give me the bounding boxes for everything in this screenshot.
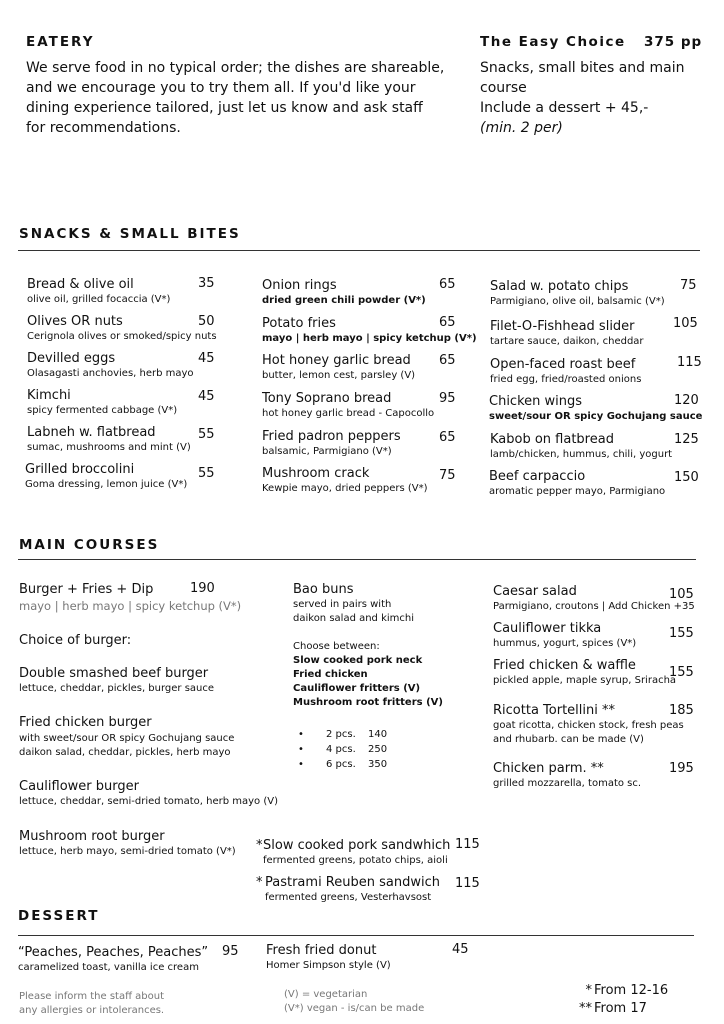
item-name: Ricotta Tortellini **: [493, 703, 615, 718]
item-price: 55: [198, 427, 215, 442]
item-name: Pastrami Reuben sandwich: [265, 875, 440, 890]
item-desc: Parmigiano, croutons | Add Chicken +35: [493, 601, 695, 612]
item-desc: daikon salad, cheddar, pickles, herb mayo: [19, 747, 231, 758]
item-desc: olive oil, grilled focaccia (V*): [27, 294, 171, 305]
item-price: 195: [669, 761, 694, 776]
item-price: 115: [455, 837, 480, 852]
bullet: •: [298, 744, 304, 755]
legend-line: (V) = vegetarian: [284, 989, 368, 1000]
menu-item: [493, 620, 636, 651]
item-name: Olives OR nuts: [27, 314, 123, 329]
item-price: 105: [673, 316, 698, 331]
diet-legend: [284, 988, 424, 1016]
item-price: 55: [198, 466, 215, 481]
easy-choice-line2: Include a dessert + 45,-: [480, 100, 649, 116]
bao-option: Cauliflower fritters (V): [293, 683, 421, 694]
item-price: 65: [439, 353, 456, 368]
item-name: Labneh w. flatbread: [27, 425, 156, 440]
bao-choose-label: Choose between:: [293, 641, 380, 652]
item-name: Tony Soprano bread: [262, 391, 392, 406]
menu-item: [25, 461, 187, 492]
menu-item: [27, 276, 170, 307]
item-name: Grilled broccolini: [25, 462, 135, 477]
item-price: 125: [674, 432, 699, 447]
item-price: 65: [439, 277, 456, 292]
item-desc: caramelized toast, vanilla ice cream: [18, 962, 199, 973]
allergy-note: [19, 990, 164, 1018]
item-name: Potato fries: [262, 316, 336, 331]
menu-item: [489, 468, 665, 499]
item-desc: spicy fermented cabbage (V*): [27, 405, 178, 416]
item-desc: lettuce, cheddar, pickles, burger sauce: [19, 683, 215, 694]
size-price: 140: [368, 729, 388, 740]
menu-item: [490, 278, 665, 309]
menu-item: [490, 318, 644, 349]
item-desc: lamb/chicken, hummus, chili, yogurt: [490, 449, 673, 460]
item-desc: served in pairs with: [293, 599, 392, 610]
item-name: Fried chicken burger: [19, 715, 152, 730]
item-desc: tartare sauce, daikon, cheddar: [490, 336, 644, 347]
item-name: Beef carpaccio: [489, 469, 586, 484]
item-price: 155: [669, 626, 694, 641]
bao-size-row: [298, 728, 387, 742]
item-name: Cauliflower tikka: [493, 621, 602, 636]
age-mark: *: [256, 838, 263, 853]
item-desc: grilled mozzarella, tomato sc.: [493, 778, 642, 789]
eatery-title: EATERY: [26, 34, 95, 50]
item-name: Filet-O-Fishhead slider: [490, 319, 635, 334]
choice-label: Choice of burger:: [19, 633, 132, 648]
item-price: 45: [198, 389, 215, 404]
easy-choice-price: 375 pp: [644, 34, 703, 50]
easy-choice-line3: (min. 2 per): [480, 120, 563, 136]
age-mark: *: [256, 875, 263, 890]
item-price: 95: [222, 944, 239, 959]
mains-divider: [18, 559, 696, 560]
item-price: 115: [455, 876, 480, 891]
menu-item: [493, 702, 684, 747]
dessert-divider: [18, 935, 694, 936]
snacks-divider: [18, 250, 700, 251]
item-name: Open-faced roast beef: [490, 357, 636, 372]
item-name: Hot honey garlic bread: [262, 353, 411, 368]
menu-item: [27, 313, 217, 344]
item-name: Fresh fried donut: [266, 943, 377, 958]
item-price: 65: [439, 430, 456, 445]
bullet: •: [298, 759, 304, 770]
menu-item: [262, 352, 415, 383]
menu-item: [27, 424, 191, 455]
item-desc: dried green chili powder (V*): [262, 295, 426, 306]
menu-item: [262, 390, 434, 421]
item-desc: lettuce, cheddar, semi-dried tomato, herb mayo (V): [19, 796, 278, 807]
age-mark: **: [579, 1001, 592, 1016]
bao-size-row: [298, 758, 387, 772]
item-desc: sumac, mushrooms and mint (V): [27, 442, 191, 453]
item-name: Onion rings: [262, 278, 337, 293]
snacks-title: SNACKS & SMALL BITES: [19, 226, 241, 242]
menu-item: [262, 465, 428, 496]
item-name: Mushroom root burger: [19, 829, 165, 844]
menu-item: [493, 583, 695, 614]
item-price: 105: [669, 587, 694, 602]
item-price: 150: [674, 470, 699, 485]
menu-item: [262, 428, 401, 459]
size-label: 4 pcs.: [326, 744, 356, 755]
menu-item: [19, 714, 234, 760]
item-name: Slow cooked pork sandwhich: [263, 838, 451, 853]
item-desc: daikon salad and kimchi: [293, 613, 415, 624]
bao-option: Fried chicken: [293, 669, 368, 680]
item-desc: Cerignola olives or smoked/spicy nuts: [27, 331, 217, 342]
menu-item: [265, 874, 440, 905]
item-name: Kabob on flatbread: [490, 432, 614, 447]
easy-choice-title: The Easy Choice: [480, 34, 626, 50]
item-desc: hot honey garlic bread - Capocollo: [262, 408, 435, 419]
item-desc: balsamic, Parmigiano (V*): [262, 446, 392, 457]
item-name: “Peaches, Peaches, Peaches”: [18, 945, 209, 960]
item-price: 45: [198, 351, 215, 366]
menu-item: [19, 778, 278, 809]
menu-item: [19, 828, 236, 859]
menu-item: [27, 350, 194, 381]
item-name: Bread & olive oil: [27, 277, 134, 292]
item-desc: and rhubarb. can be made (V): [493, 734, 644, 745]
menu-item: [493, 657, 676, 688]
size-label: 2 pcs.: [326, 729, 356, 740]
size-price: 350: [368, 759, 388, 770]
item-desc: Homer Simpson style (V): [266, 960, 391, 971]
item-price: 35: [198, 276, 215, 291]
item-name: Burger + Fries + Dip: [19, 582, 154, 597]
item-desc: with sweet/sour OR spicy Gochujang sauce: [19, 733, 235, 744]
item-desc: Kewpie mayo, dried peppers (V*): [262, 483, 428, 494]
menu-item: [263, 837, 450, 868]
item-name: Salad w. potato chips: [490, 279, 629, 294]
item-desc: fermented greens, Vesterhavsost: [265, 892, 432, 903]
mains-title: MAIN COURSES: [19, 537, 160, 553]
dessert-title: DESSERT: [18, 908, 100, 924]
item-desc: mayo | herb mayo | spicy ketchup (V*): [19, 599, 242, 613]
item-name: Devilled eggs: [27, 351, 116, 366]
bao-item: [293, 581, 443, 710]
bao-option: Mushroom root fritters (V): [293, 697, 443, 708]
item-desc: lettuce, herb mayo, semi-dried tomato (V*): [19, 846, 236, 857]
item-price: 115: [677, 355, 702, 370]
item-price: 45: [452, 942, 469, 957]
item-desc: butter, lemon cest, parsley (V): [262, 370, 416, 381]
item-desc: fermented greens, potato chips, aioli: [263, 855, 448, 866]
item-name: Mushroom crack: [262, 466, 370, 481]
easy-choice-line1: Snacks, small bites and main course: [480, 60, 685, 96]
menu-item: [490, 356, 641, 387]
item-desc: goat ricotta, chicken stock, fresh peas: [493, 720, 684, 731]
menu-item: [489, 393, 702, 424]
item-price: 190: [190, 581, 215, 596]
item-name: Fried chicken & waffle: [493, 658, 636, 673]
item-name: Chicken wings: [489, 394, 583, 409]
item-desc: sweet/sour OR spicy Gochujang sauce: [489, 411, 703, 422]
menu-item: [18, 944, 208, 975]
bullet: •: [298, 729, 304, 740]
item-price: 75: [439, 468, 456, 483]
item-desc: hummus, yogurt, spices (V*): [493, 638, 637, 649]
menu-item: [266, 942, 391, 973]
allergy-line: any allergies or intolerances.: [19, 1005, 165, 1016]
item-desc: pickled apple, maple syrup, Sriracha: [493, 675, 677, 686]
item-name: Bao buns: [293, 582, 354, 597]
item-price: 75: [680, 278, 697, 293]
item-desc: Parmigiano, olive oil, balsamic (V*): [490, 296, 665, 307]
age-note: From 12-16: [594, 983, 669, 998]
age-mark: *: [585, 983, 592, 998]
legend-line: (V*) vegan - is/can be made: [284, 1003, 425, 1014]
allergy-line: Please inform the staff about: [19, 991, 165, 1002]
menu-item: [493, 760, 641, 791]
item-desc: mayo | herb mayo | spicy ketchup (V*): [262, 333, 477, 344]
item-desc: Goma dressing, lemon juice (V*): [25, 479, 188, 490]
size-label: 6 pcs.: [326, 759, 356, 770]
menu-item: [27, 387, 177, 418]
item-price: 185: [669, 703, 694, 718]
item-price: 65: [439, 315, 456, 330]
item-price: 120: [674, 393, 699, 408]
item-desc: Olasagasti anchovies, herb mayo: [27, 368, 194, 379]
item-price: 155: [669, 665, 694, 680]
bao-size-row: [298, 743, 387, 757]
bao-option: Slow cooked pork neck: [293, 655, 423, 666]
menu-item: [19, 665, 214, 696]
menu-item: [490, 431, 672, 462]
item-name: Chicken parm. **: [493, 761, 604, 776]
item-name: Fried padron peppers: [262, 429, 401, 444]
age-note: From 17: [594, 1001, 647, 1016]
item-name: Double smashed beef burger: [19, 666, 209, 681]
item-name: Kimchi: [27, 388, 71, 403]
eatery-intro: We serve food in no typical order; the dishes are shareable, and we encourage you to try them all. If you'd like your dining experience tailored, just let us know and ask staff for recommendations.: [26, 60, 445, 136]
item-price: 95: [439, 391, 456, 406]
item-desc: aromatic pepper mayo, Parmigiano: [489, 486, 666, 497]
item-price: 50: [198, 314, 215, 329]
menu-item: [262, 277, 426, 308]
size-price: 250: [368, 744, 388, 755]
item-name: Cauliflower burger: [19, 779, 139, 794]
item-desc: fried egg, fried/roasted onions: [490, 374, 642, 385]
item-name: Caesar salad: [493, 584, 577, 599]
